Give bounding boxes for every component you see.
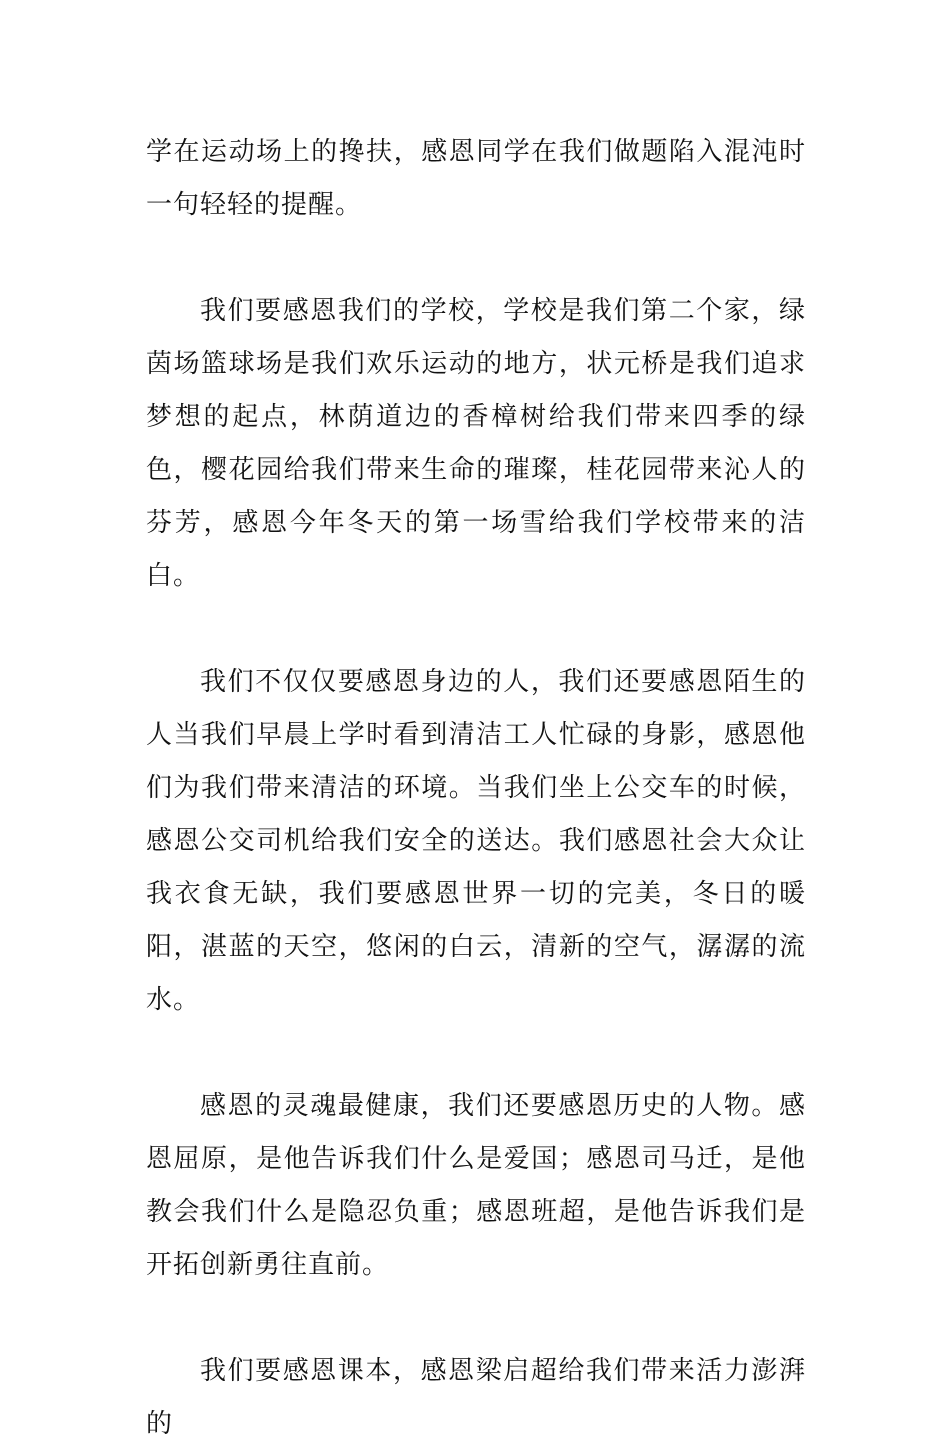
paragraph-5: 我们要感恩课本，感恩梁启超给我们带来活力澎湃的 (146, 1356, 806, 1439)
paragraph-1: 学在运动场上的搀扶，感恩同学在我们做题陷入混沌时一句轻轻的提醒。 (146, 137, 806, 220)
paragraph-2: 我们要感恩我们的学校，学校是我们第二个家，绿茵场篮球场是我们欢乐运动的地方，状元桥是我们追求梦想的起点，林荫道边的香樟树给我们带来四季的绿色，樱花园给我们带来生命的璀璨，桂花园带来沁人的芬芳，感恩今年冬天的第一场雪给我们学校带来的洁白。 (146, 296, 806, 591)
paragraph-3: 我们不仅仅要感恩身边的人，我们还要感恩陌生的人当我们早晨上学时看到清洁工人忙碌的身影，感恩他们为我们带来清洁的环境。当我们坐上公交车的时候，感恩公交司机给我们安全的送达。我们感恩社会大众让我衣食无缺，我们要感恩世界一切的完美，冬日的暖阳，湛蓝的天空，悠闲的白云，清新的空气，潺潺的流水。 (146, 667, 806, 1015)
paragraph-4: 感恩的灵魂最健康，我们还要感恩历史的人物。感恩屈原，是他告诉我们什么是爱国；感恩司马迁，是他教会我们什么是隐忍负重；感恩班超，是他告诉我们是开拓创新勇往直前。 (146, 1091, 806, 1280)
document-body (146, 126, 806, 1451)
